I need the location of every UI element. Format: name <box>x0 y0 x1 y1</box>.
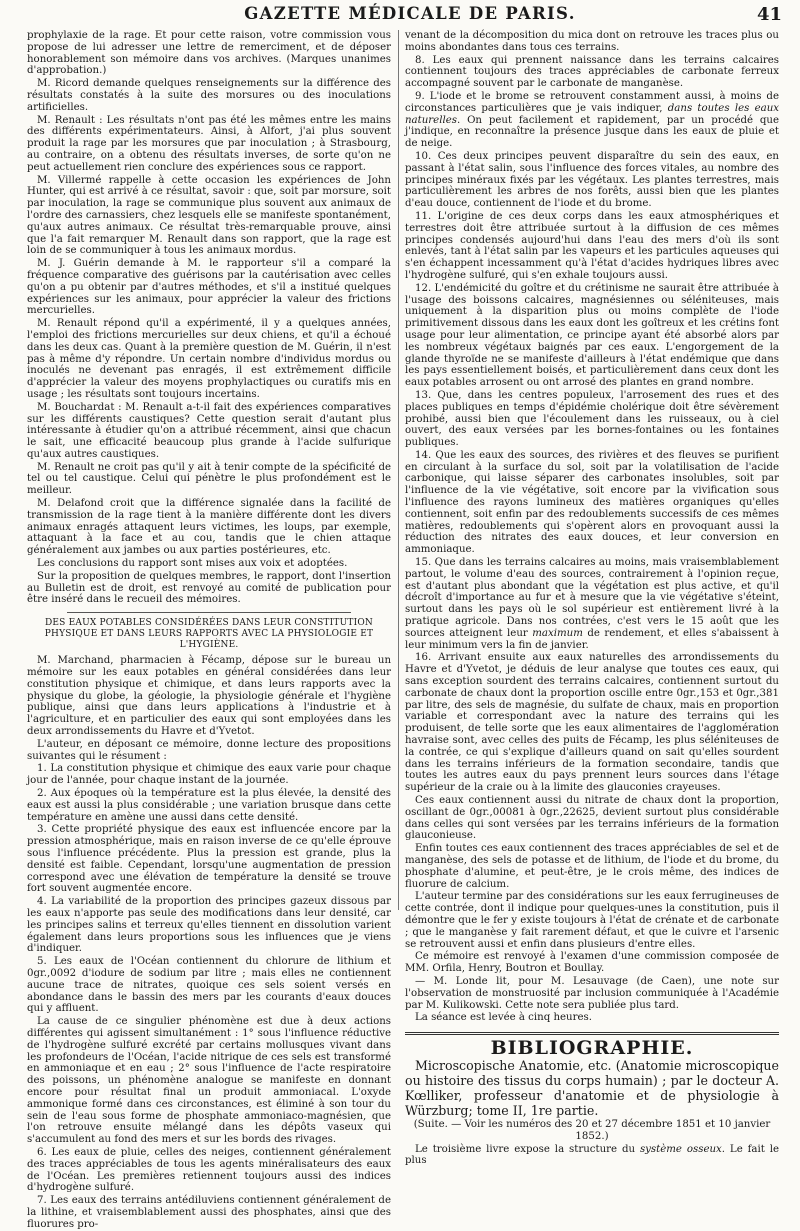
section-title: DES EAUX POTABLES CONSIDÉRÉES DANS LEUR CONSTITUTION PHYSIQUE ET DANS LEURS RAPPORTS AVEC LA PHYSIOLOGIE ET L'HYGIÈNE. <box>44 618 374 651</box>
paragraph: La cause de ce singulier phénomène est due à deux actions différentes qui agissent simultanément : 1° sous l'influence réductive de l'hydrogène sulfuré excrété par certains mollusques vivant dans les profondeurs de l'Océan, l'acide nitrique de ces sels est transformé en ammoniaque et en eau ; 2° sous l'influence de l'acte respiratoire des poissons, un phénomène analogue se manifeste en donnant encore pour résultat final un produit ammoniacal. L'oxyde ammonique formé dans ces circonstances, est éliminé à son tour du sein de l'eau sous forme de phosphate ammoniaco-magnésien, que l'on retrouve ensuite mélangé dans les dépôts vaseux qui s'accumulent au fond des mers et sur les bords des rivages. <box>27 1016 391 1146</box>
paragraph: 6. Les eaux de pluie, celles des neiges, contiennent généralement des traces appréciables de tous les agents minéralisateurs des eaux de l'Océan. Les premières retiennent toujours aussi des indices d'hydrogène sulfuré. <box>27 1146 391 1194</box>
paragraph: M. Bouchardat : M. Renault a-t-il fait des expériences comparatives sur les différents caustiques? Cette question serait d'autant plus intéressante à étudier qu'on a attribué récemment, ainsi que chacun le sait, une efficacité beaucoup plus grande à l'acide sulfurique qu'aux autres caustiques. <box>27 401 391 460</box>
journal-title: GAZETTE MÉDICALE DE PARIS. <box>244 4 576 23</box>
paragraph: 7. Les eaux des terrains antédiluviens contiennent généralement de la lithine, et vraisemblablement aussi des phosphates, ainsi que des fluorures pro- <box>27 1195 391 1230</box>
paragraph: 4. La variabilité de la proportion des principes gazeux dissous par les eaux n'apporte pas seule des modifications dans leur densité, car les principes salins et terreux qu'elles tiennent en dissolution varient également dans leurs proportions sous les influences que je viens d'indiquer. <box>27 896 391 955</box>
text-run: 15. Que dans les terrains calcaires au moins, mais vraisemblablement partout, le volume d'eau des sources, contrairement à l'opinion reçue, est d'autant plus abondant que la végétation est plus active, et qu'il décroît d'importance au fur et à mesure que la vie végétative s'éteint, surtout dans les pays où le sol supérieur est entièrement livré à la pratique agricole. Dans nos contrées, c'est vers le 15 août que les sources atteignent leur <box>405 557 779 639</box>
italic-text: maximum <box>532 627 583 639</box>
paragraph: M. Marchand, pharmacien à Fécamp, dépose sur le bureau un mémoire sur les eaux potables en général considérées dans leur constitution physique et chimique, et dans leurs rapports avec la physique du globe, la géologie, la physiologie générale et l'hygiène publique, ainsi que dans leurs applications à l'industrie et à l'agriculture, et en particulier des eaux qui sont employées dans les deux arrondissements du Havre et d'Yvetot. <box>27 655 391 738</box>
text-run: 9. L'iode et le brome se retrouvent constamment aussi, à moins de circonstances particulières que je vais indiquer, <box>405 90 779 114</box>
paragraph <box>405 557 779 651</box>
bibliography-section <box>405 1032 779 1167</box>
paragraph: 16. Arrivant ensuite aux eaux naturelles des arrondissements du Havre et d'Yvetot, je déduis de leur analyse que toutes ces eaux, qui sans exception sourdent des terrains calcaires, contiennent surtout du carbonate de chaux dont la proportion oscille entre 0gr.,153 et 0gr.,381 par litre, des sels de magnésie, du sulfate de chaux, mais en proportion variable et correspondant avec la nature des terrains qui les produisent, de telle sorte que les eaux alimentaires de l'agglomération havraise sont, avec celles des puits de Fécamp, les plus séléniteuses de la contrée, ce qui s'explique d'ailleurs quand on sait qu'elles sourdent dans les terrains inférieurs de la formation secondaire, tandis que toutes les autres eaux du pays prennent leurs sources dans l'étage supérieur de la craie ou à la limite des glauconies crayeuses. <box>405 652 779 794</box>
paragraph: M. Ricord demande quelques renseignements sur la différence des résultats constatés à la suite des morsures ou des inoculations artificielles. <box>27 78 391 113</box>
bibliography-entry: Microscopische Anatomie, etc. (Anatomie microscopique ou histoire des tissus du corps humain) ; par le docteur A. Kœlliker, professeur d'anatomie et de physiologie à Würzburg; tome II, 1re partie. <box>405 1057 779 1118</box>
paragraph: Ces eaux contiennent aussi du nitrate de chaux dont la proportion, oscillant de 0gr.,00081 à 0gr.,22625, devient surtout plus considérable dans celles qui sont versées par les terrains inférieurs de la formation glauconieuse. <box>405 795 779 842</box>
paragraph: 8. Les eaux qui prennent naissance dans les terrains calcaires contiennent toujours des traces appréciables de carbonate ferreux accompagné souvent par le carbonate de manganèse. <box>405 54 779 90</box>
paragraph: M. Renault ne croit pas qu'il y ait à tenir compte de la spécificité de tel ou tel caustique. Celui qui pénètre le plus profondément est le meilleur. <box>27 461 391 497</box>
paragraph: L'auteur termine par des considérations sur les eaux ferrugineuses de cette contrée, dont il indique pour quelques-unes la constitution, puis il démontre que le fer y existe toujours à l'état de crénate et de carbonate ; que le manganèse y fait rarement défaut, et que le cuivre et l'arsenic se retrouvent aussi et enfin dans plusieurs d'entre elles. <box>405 891 779 950</box>
italic-text: dans toutes les eaux naturelles <box>405 102 780 126</box>
paragraph: Sur la proposition de quelques membres, le rapport, dont l'insertion au Bulletin est de droit, est renvoyé au comité de publication pour être inséré dans le recueil des mémoires. <box>27 570 391 606</box>
left-column <box>27 30 391 1230</box>
text-run: . On peut facilement et rapidement, par un procédé que j'indique, en reconnaître la présence jusque dans les eaux de pluie et de neige. <box>405 114 779 150</box>
paragraph: 1. La constitution physique et chimique des eaux varie pour chaque jour de l'année, pour chaque instant de la journée. <box>27 763 391 787</box>
paragraph <box>405 1144 779 1168</box>
paragraph: M. Renault : Les résultats n'ont pas été les mêmes entre les mains des différents expérimentateurs. Ainsi, à Alfort, j'ai plus souvent produit la rage par les morsures que par inoculation ; à Strasbourg, au contraire, on a obtenu des résultats inverses, de sorte qu'on ne peut actuellement rien conclure des expériences sous ce rapport. <box>27 114 391 173</box>
paragraph: prophylaxie de la rage. Et pour cette raison, votre commission vous propose de lui adresser une lettre de remerciment, et de déposer honorablement son mémoire dans vos archives. (Marques unanimes d'approbation.) <box>27 30 391 77</box>
paragraph: 11. L'origine de ces deux corps dans les eaux atmosphériques et terrestres doit être attribuée surtout à la diffusion de ces mêmes principes condensés aujourd'hui dans l'eau des mers d'où ils sont enlevés, tant à l'état salin par les vapeurs et les particules aqueuses qui s'en échappent incessamment qu'à l'état d'acides hydriques libres avec l'hydrogène sulfuré, qui s'en exhale toujours aussi. <box>405 210 779 281</box>
paragraph: L'auteur, en déposant ce mémoire, donne lecture des propositions suivantes qui le résument : <box>27 738 391 762</box>
paragraph: 2. Aux époques où la température est la plus élevée, la densité des eaux est aussi la plus considérable ; une variation brusque dans cette température en amène une aussi dans cette densité. <box>27 788 391 823</box>
page-number: 41 <box>756 4 782 25</box>
italic-text: système osseux <box>639 1143 722 1155</box>
text-run: de rendement, et elles s'abaissent à leur minimum vers la fin de janvier. <box>405 627 779 651</box>
paragraph: M. Villermé rappelle à cette occasion les expériences de John Hunter, qui est arrivé à ce résultat, savoir : que, soit par morsure, soit par inoculation, la rage se communique plus souvent aux animaux de l'ordre des carnassiers, chez lesquels elle se manifeste spontanément, qu'aux autres animaux. Ce résultat très-remarquable prouve, ainsi que l'a fait remarquer M. Renault dans son rapport, que la rage est loin de se communiquer à tous les animaux mordus. <box>27 174 391 257</box>
paragraph: M. Renault répond qu'il a expérimenté, il y a quelques années, l'emploi des frictions mercurielles sur deux chiens, et qu'il a échoué dans les deux cas. Quant à la première question de M. Guérin, il n'est pas à même d'y répondre. Un certain nombre d'individus mordus ou inoculés ne devenant pas enragés, il est extrêmement difficile d'apprécier la valeur des moyens prophylactiques ou curatifs mis en usage ; les résultats sont toujours incertains. <box>27 318 391 400</box>
paragraph: Enfin toutes ces eaux contiennent des traces appréciables de sel et de manganèse, des sels de potasse et de lithium, de l'iode et du brome, du phosphate d'alumine, et peut-être, je le crois même, des indices de fluorure de calcium. <box>405 843 779 890</box>
bibliography-title: BIBLIOGRAPHIE. <box>490 1037 694 1060</box>
section-divider <box>67 612 351 613</box>
paragraph: 5. Les eaux de l'Océan contiennent du chlorure de lithium et 0gr.,0092 d'iodure de sodium par litre ; mais elles ne contiennent aucune trace de nitrates, quoique ces sels soient versés en abondance dans le bassin des mers par les courants d'eaux douces qui y affluent. <box>27 956 391 1015</box>
paragraph: 14. Que les eaux des sources, des rivières et des fleuves se purifient en circulant à la surface du sol, soit par la volatilisation de l'acide carbonique, qui laisse séparer des carbonates insolubles, soit par l'influence de la vie végétative, soit encore par la vivification sous l'influence des rayons lumineux des matières organiques qu'elles contiennent, soit enfin par des redoublements successifs de ces mêmes matières, redoublements qui s'opèrent alors en provoquant aussi la réduction des nitrates des eaux douces, et leur conversion en ammoniaque. <box>405 449 779 556</box>
paragraph: — M. Londe lit, pour M. Lesauvage (de Caen), une note sur l'observation de monstruosité par inclusion communiquée à l'Académie par M. Kulikowski. Cette note sera publiée plus tard. <box>405 975 779 1011</box>
paragraph: 13. Que, dans les centres populeux, l'arrosement des rues et des places publiques en temps d'épidémie cholérique doit être sévèrement prohibé, aussi bien que l'écoulement dans les ruisseaux, ou à ciel ouvert, des eaux versées par les bornes-fontaines ou les fontaines publiques. <box>405 389 779 449</box>
page-header <box>30 4 790 24</box>
paragraph: Les conclusions du rapport sont mises aux voix et adoptées. <box>37 558 348 570</box>
paragraph: venant de la décomposition du mica dont on retrouve les traces plus ou moins abondantes dans tous ces terrains. <box>405 30 779 53</box>
bibliography-suite: (Suite. — Voir les numéros des 20 et 27 décembre 1851 et 10 janvier 1852.) <box>413 1118 771 1142</box>
text-run: Le troisième livre expose la structure du <box>415 1143 640 1155</box>
paragraph: 12. L'endémicité du goître et du crétinisme ne saurait être attribuée à l'usage des boissons calcaires, magnésiennes ou séléniteuses, mais uniquement à la disparition plus ou moins complète de l'iode primitivement dissous dans les eaux dont les goîtreux et les crétins font usage pour leur alimentation, ce principe ayant été absorbé alors par les nombreux végétaux baignés par ces eaux. L'engorgement de la glande thyroïde ne se manifeste d'ailleurs à l'état endémique que dans les pays essentiellement boisés, et particulièrement dans ceux dont les eaux potables arrosent ou ont arrosé des plantes en grand nombre. <box>405 282 779 389</box>
column-divider <box>398 30 399 910</box>
paragraph: M. J. Guérin demande à M. le rapporteur s'il a comparé la fréquence comparative des guérisons par la cautérisation avec celles qu'on a pu obtenir par d'autres méthodes, et s'il a institué quelques expériences sur les animaux, pour apprécier la valeur des frictions mercurielles. <box>27 258 391 317</box>
paragraph: M. Delafond croit que la différence signalée dans la facilité de transmission de la rage tient à la manière différente dont les divers animaux enragés attaquent leurs victimes, les loups, par exemple, attaquant à la face et au cou, tandis que le chien attaque généralement aux jambes ou aux parties postérieures, etc. <box>27 498 391 557</box>
paragraph <box>405 91 779 150</box>
paragraph: La séance est levée à cinq heures. <box>415 1012 592 1024</box>
right-column <box>405 30 780 1167</box>
paragraph: 10. Ces deux principes peuvent disparaître du sein des eaux, en passant à l'état salin, sous l'influence des forces vitales, au nombre des principes minéraux fixés par les végétaux. Les plantes terrestres, mais particulièrement les arbres de nos forêts, aussi bien que les plantes d'eau douce, contiennent de l'iode et du brome. <box>405 150 779 210</box>
paragraph: Ce mémoire est renvoyé à l'examen d'une commission composée de MM. Orfila, Henry, Boutron et Boullay. <box>405 951 779 975</box>
text-run: . Le fait le plus <box>405 1143 780 1167</box>
paragraph: 3. Cette propriété physique des eaux est influencée encore par la pression atmosphérique, mais en raison inverse de ce qu'elle éprouve sous l'influence précédente. Plus la pression est grande, plus la densité est faible. Cependant, lorsqu'une augmentation de pression correspond avec une élévation de température la densité se trouve fort souvent augmentée encore. <box>27 824 391 895</box>
